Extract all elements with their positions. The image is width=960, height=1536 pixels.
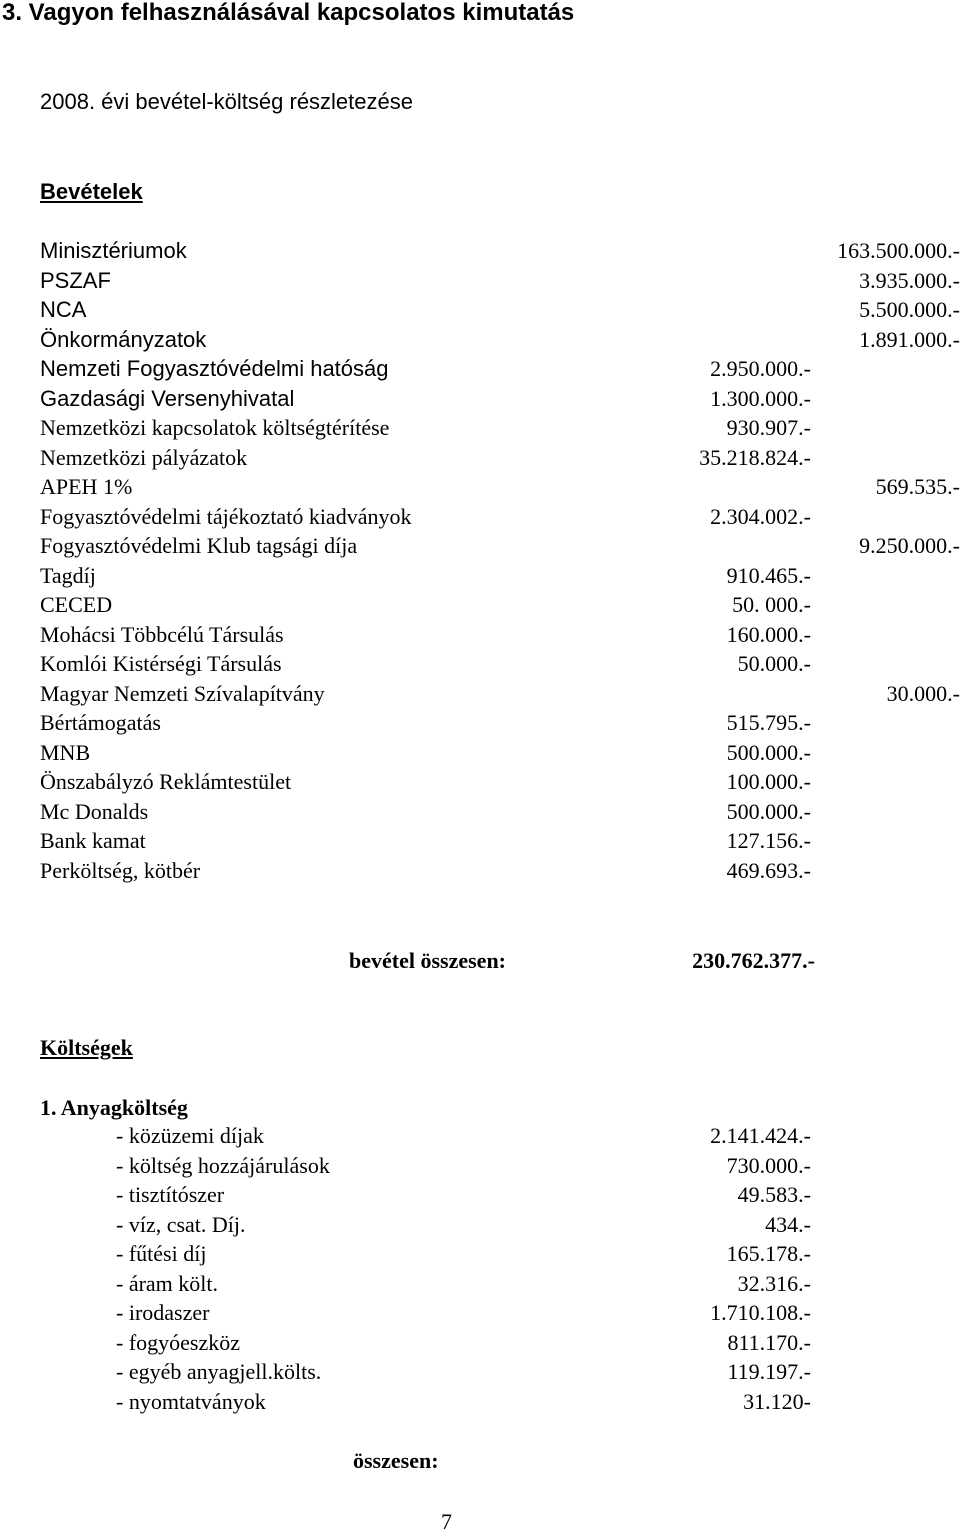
revenue-right-value: 5.500.000.- — [859, 297, 960, 322]
revenue-label: Nemzetközi pályázatok — [40, 445, 248, 470]
revenue-label: Magyar Nemzeti Szívalapítvány — [40, 681, 325, 706]
cost-label: - közüzemi díjak — [116, 1123, 264, 1148]
revenue-label: Bértámogatás — [40, 710, 161, 735]
revenue-label: Komlói Kistérségi Társulás — [40, 651, 282, 676]
report-subtitle: 2008. évi bevétel-költség részletezése — [40, 89, 413, 114]
revenue-label: Bank kamat — [40, 828, 146, 853]
cost-label: - áram költ. — [116, 1271, 219, 1296]
cost-label: - egyéb anyagjell.költs. — [116, 1359, 322, 1384]
revenue-mid-value: 910.465.- — [726, 563, 811, 588]
cost-label: - költség hozzájárulások — [116, 1153, 330, 1178]
cost-value: 49.583.- — [737, 1182, 811, 1207]
page-heading: 3. Vagyon felhasználásával kapcsolatos kimutatás — [2, 0, 575, 26]
revenue-row — [0, 620, 960, 649]
revenue-row — [0, 738, 960, 767]
revenue-total-label: bevétel összesen: — [349, 948, 507, 973]
cost-label: - tisztítószer — [116, 1182, 225, 1207]
revenue-mid-value: 500.000.- — [726, 740, 811, 765]
revenue-row — [0, 443, 960, 472]
revenue-row — [0, 767, 960, 796]
revenue-section-title: Bevételek — [40, 179, 143, 204]
revenue-mid-value: 469.693.- — [726, 858, 811, 883]
revenue-mid-value: 127.156.- — [726, 828, 811, 853]
revenue-right-value: 163.500.000.- — [837, 238, 960, 263]
cost-value: 119.197.- — [727, 1359, 811, 1384]
revenue-mid-value: 35.218.824.- — [699, 445, 811, 470]
revenue-mid-value: 930.907.- — [726, 415, 811, 440]
cost-row — [0, 1210, 960, 1239]
revenue-row — [0, 708, 960, 737]
revenue-total-row — [0, 946, 960, 976]
revenue-row — [0, 856, 960, 885]
revenue-label: Minisztériumok — [40, 238, 187, 263]
cost-group-title: 1. Anyagköltség — [40, 1095, 188, 1120]
revenue-row — [0, 797, 960, 826]
revenue-right-value: 1.891.000.- — [859, 327, 960, 352]
cost-value: 31.120- — [743, 1389, 811, 1414]
revenue-mid-value: 500.000.- — [726, 799, 811, 824]
cost-value: 32.316.- — [737, 1271, 811, 1296]
revenue-right-value: 3.935.000.- — [859, 268, 960, 293]
revenue-row — [0, 502, 960, 531]
revenue-mid-value: 50. 000.- — [732, 592, 811, 617]
revenue-right-value: 9.250.000.- — [859, 533, 960, 558]
revenue-label: Mohácsi Többcélú Társulás — [40, 622, 284, 647]
cost-row — [0, 1328, 960, 1357]
cost-label: - fogyóeszköz — [116, 1330, 241, 1355]
revenue-label: Tagdíj — [40, 563, 96, 588]
page-number: 7 — [441, 1509, 452, 1534]
revenue-row — [0, 354, 960, 383]
revenue-row — [0, 236, 960, 265]
revenue-row — [0, 325, 960, 354]
revenue-mid-value: 2.304.002.- — [710, 504, 811, 529]
cost-row — [0, 1387, 960, 1416]
cost-label: - víz, csat. Díj. — [116, 1212, 246, 1237]
revenue-row — [0, 531, 960, 560]
cost-row — [0, 1121, 960, 1150]
cost-value: 811.170.- — [727, 1330, 811, 1355]
revenue-row — [0, 649, 960, 678]
cost-subtotal-label: összesen: — [353, 1448, 439, 1473]
revenue-label: Perköltség, kötbér — [40, 858, 201, 883]
revenue-label: Fogyasztóvédelmi tájékoztató kiadványok — [40, 504, 412, 529]
revenue-label: Fogyasztóvédelmi Klub tagsági díja — [40, 533, 358, 558]
cost-label: - nyomtatványok — [116, 1389, 266, 1414]
cost-row — [0, 1357, 960, 1386]
revenue-row — [0, 679, 960, 708]
revenue-mid-value: 160.000.- — [726, 622, 811, 647]
revenue-row — [0, 472, 960, 501]
revenue-row — [0, 826, 960, 855]
revenue-label: Gazdasági Versenyhivatal — [40, 386, 295, 411]
revenue-label: Mc Donalds — [40, 799, 149, 824]
revenue-label: Önszabályzó Reklámtestület — [40, 769, 292, 794]
revenue-mid-value: 1.300.000.- — [710, 386, 811, 411]
cost-row — [0, 1151, 960, 1180]
revenue-row — [0, 413, 960, 442]
revenue-row — [0, 295, 960, 324]
revenue-mid-value: 515.795.- — [726, 710, 811, 735]
cost-value: 434.- — [765, 1212, 811, 1237]
cost-row — [0, 1269, 960, 1298]
revenue-row — [0, 384, 960, 413]
revenue-label: MNB — [40, 740, 91, 765]
costs-section-title: Költségek — [40, 1035, 133, 1060]
revenue-row — [0, 590, 960, 619]
revenue-label: NCA — [40, 297, 87, 322]
revenue-row — [0, 561, 960, 590]
cost-label: - fűtési díj — [116, 1241, 207, 1266]
revenue-total-value: 230.762.377.- — [692, 948, 815, 973]
cost-row — [0, 1180, 960, 1209]
revenue-row — [0, 266, 960, 295]
cost-value: 2.141.424.- — [710, 1123, 811, 1148]
revenue-label: Nemzetközi kapcsolatok költségtérítése — [40, 415, 390, 440]
cost-row — [0, 1298, 960, 1327]
cost-value: 730.000.- — [726, 1153, 811, 1178]
cost-value: 1.710.108.- — [710, 1300, 811, 1325]
revenue-right-value: 569.535.- — [875, 474, 960, 499]
revenue-label: Önkormányzatok — [40, 327, 207, 352]
cost-label: - irodaszer — [116, 1300, 210, 1325]
revenue-mid-value: 50.000.- — [737, 651, 811, 676]
cost-value: 165.178.- — [726, 1241, 811, 1266]
revenue-label: CECED — [40, 592, 113, 617]
revenue-mid-value: 100.000.- — [726, 769, 811, 794]
revenue-right-value: 30.000.- — [886, 681, 960, 706]
cost-row — [0, 1239, 960, 1268]
revenue-label: Nemzeti Fogyasztóvédelmi hatóság — [40, 356, 389, 381]
revenue-label: PSZAF — [40, 268, 111, 293]
revenue-mid-value: 2.950.000.- — [710, 356, 811, 381]
revenue-label: APEH 1% — [40, 474, 133, 499]
